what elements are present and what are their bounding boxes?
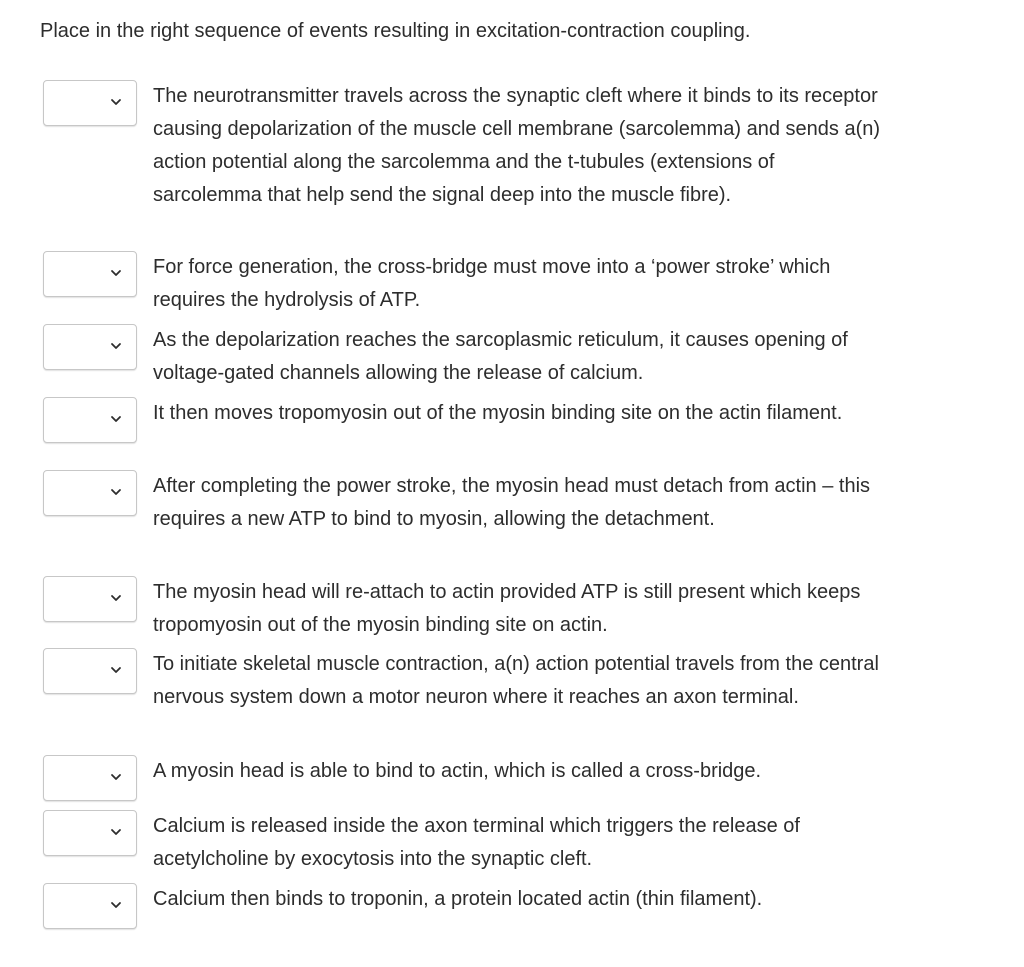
sequence-dropdown[interactable] [43,883,137,929]
sequence-item-text: To initiate skeletal muscle contraction, a(n) action potential travels from the central nervous system down a motor neuron where it reaches an axon terminal. [153,653,879,708]
chevron-down-icon [110,826,122,838]
sequence-dropdown[interactable] [43,576,137,622]
sequence-dropdown[interactable] [43,648,137,694]
chevron-down-icon [110,96,122,108]
sequence-item-text: After completing the power stroke, the myosin head must detach from actin – this requires a new ATP to bind to myosin, allowing the detachment. [153,475,871,530]
chevron-down-icon [110,899,122,911]
sequence-dropdown[interactable] [43,80,137,126]
sequence-dropdown[interactable] [43,810,137,856]
chevron-down-icon [110,486,122,498]
sequence-item-text: Calcium then binds to troponin, a protein located actin (thin filament). [153,888,763,910]
chevron-down-icon [110,592,122,604]
chevron-down-icon [110,340,122,352]
sequence-dropdown[interactable] [43,470,137,516]
chevron-down-icon [110,771,122,783]
sequence-item-text: The neurotransmitter travels across the synaptic cleft where it binds to its receptor causing depolarization of the muscle cell membrane (sarcolemma) and sends a(n) action potential along the sarcolemma and the t-tubules (extensions of sarcolemma that help send the signal deep into the muscle fibre). [153,85,881,206]
sequence-item-text: The myosin head will re-attach to actin provided ATP is still present which keeps tropomyosin out of the myosin binding site on actin. [153,581,861,636]
sequence-dropdown[interactable] [43,755,137,801]
sequence-item-text: It then moves tropomyosin out of the myosin binding site on the actin filament. [153,402,843,424]
chevron-down-icon [110,413,122,425]
sequence-dropdown[interactable] [43,397,137,443]
chevron-down-icon [110,267,122,279]
sequence-item-text: As the depolarization reaches the sarcoplasmic reticulum, it causes opening of voltage-gated channels allowing the release of calcium. [153,329,848,384]
sequence-dropdown[interactable] [43,251,137,297]
sequence-dropdown[interactable] [43,324,137,370]
sequence-item-text: Calcium is released inside the axon terminal which triggers the release of acetylcholine by exocytosis into the synaptic cleft. [153,815,800,870]
question-prompt: Place in the right sequence of events resulting in excitation-contraction coupling. [40,20,751,42]
chevron-down-icon [110,664,122,676]
sequence-item-text: For force generation, the cross-bridge must move into a ‘power stroke’ which requires the hydrolysis of ATP. [153,256,831,311]
sequence-item-text: A myosin head is able to bind to actin, which is called a cross-bridge. [153,760,762,782]
